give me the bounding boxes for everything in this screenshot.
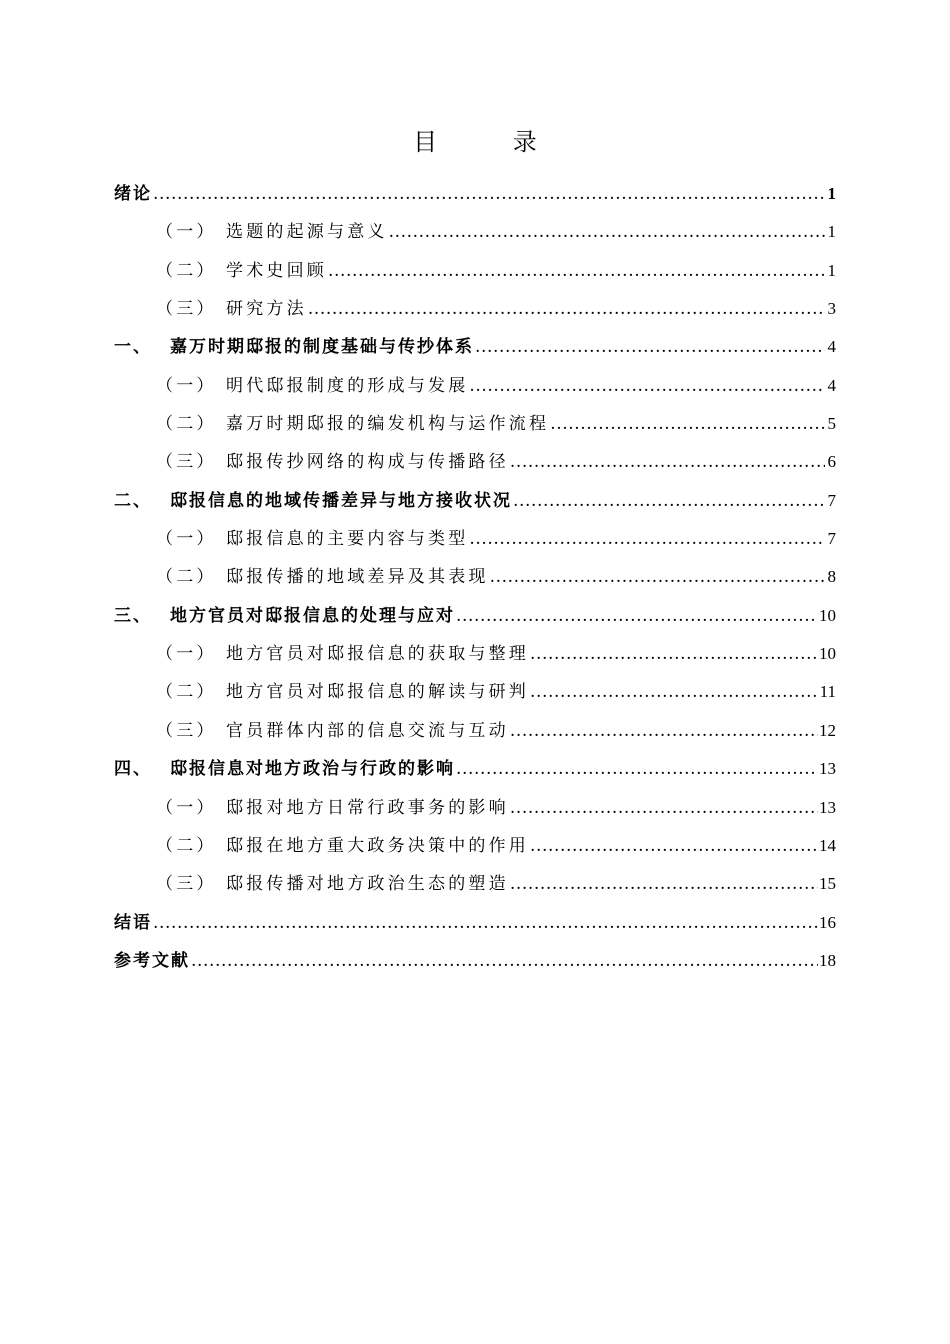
toc-dot-leader (153, 181, 825, 207)
toc-entry-number: （二） (156, 260, 217, 281)
toc-entry-number: （三） (156, 299, 217, 320)
toc-dot-leader (510, 795, 818, 821)
toc-section-entry[interactable] (114, 641, 836, 679)
toc-entry-page-number: 13 (819, 759, 836, 779)
toc-dot-leader (389, 219, 825, 245)
toc-entry-label: 邸报信息对地方政治与行政的影响 (170, 759, 455, 780)
toc-entry-page-number: 6 (827, 452, 836, 472)
toc-dot-leader (530, 833, 818, 859)
toc-entry-number: （二） (156, 414, 217, 435)
toc-entry-label: 绪论 (114, 184, 152, 204)
toc-dot-leader (530, 679, 819, 705)
toc-entry-label: 参考文献 (114, 950, 190, 971)
toc-section-entry[interactable] (114, 411, 836, 449)
toc-dot-leader (328, 258, 825, 284)
toc-section-entry[interactable] (114, 564, 836, 602)
toc-entry-number: （一） (156, 644, 217, 665)
toc-dot-leader (530, 641, 818, 667)
toc-entry-page-number: 16 (819, 912, 836, 932)
toc-entry-page-number: 15 (819, 874, 836, 894)
toc-section-entry[interactable] (114, 833, 836, 871)
table-of-contents (114, 181, 836, 986)
toc-entry-number: 四、 (114, 759, 152, 780)
toc-section-entry[interactable] (114, 296, 836, 334)
toc-entry-label: 研究方法 (226, 299, 307, 320)
toc-entry-number: （一） (156, 529, 217, 550)
toc-dot-leader (510, 871, 818, 897)
toc-dot-leader (550, 411, 825, 437)
toc-entry-number: （二） (156, 567, 217, 588)
toc-entry-page-number: 12 (819, 720, 836, 740)
toc-entry-label: 地方官员对邸报信息的获取与整理 (226, 644, 529, 665)
toc-entry-page-number: 7 (827, 529, 836, 549)
toc-chapter-entry[interactable] (114, 488, 836, 526)
toc-title: 目 录 (413, 128, 571, 156)
toc-dot-leader (469, 526, 825, 552)
toc-entry-page-number: 7 (827, 490, 836, 510)
toc-entry-label: 学术史回顾 (226, 260, 327, 281)
toc-entry-label: 邸报对地方日常行政事务的影响 (226, 797, 509, 818)
toc-entry-page-number: 13 (819, 797, 836, 817)
toc-entry-label: 嘉万时期邸报的编发机构与运作流程 (226, 414, 550, 435)
toc-entry-label: 地方官员对邸报信息的解读与研判 (226, 682, 529, 703)
toc-entry-page-number: 11 (819, 682, 836, 702)
toc-section-entry[interactable] (114, 871, 836, 909)
toc-dot-leader (510, 718, 818, 744)
toc-entry-label: 邸报传播的地域差异及其表现 (226, 567, 489, 588)
toc-entry-label: 邸报在地方重大政务决策中的作用 (226, 835, 529, 856)
toc-entry-label: 地方官员对邸报信息的处理与应对 (170, 605, 455, 626)
toc-entry-page-number: 4 (827, 337, 836, 357)
toc-dot-leader (456, 756, 818, 782)
toc-entry-number: （一） (156, 375, 217, 396)
toc-chapter-entry[interactable] (114, 181, 836, 219)
toc-dot-leader (490, 564, 825, 590)
toc-section-entry[interactable] (114, 219, 836, 257)
toc-dot-leader (510, 449, 825, 475)
toc-entry-label: 邸报信息的主要内容与类型 (226, 529, 469, 550)
toc-section-entry[interactable] (114, 449, 836, 487)
toc-dot-leader (513, 488, 825, 514)
toc-entry-page-number: 8 (827, 567, 836, 587)
toc-entry-page-number: 18 (819, 950, 836, 970)
toc-entry-page-number: 1 (827, 260, 836, 280)
toc-dot-leader (469, 373, 825, 399)
toc-entry-label: 结语 (114, 912, 152, 933)
toc-entry-page-number: 14 (819, 835, 836, 855)
toc-dot-leader (308, 296, 825, 322)
toc-dot-leader (191, 948, 818, 974)
toc-entry-number: 二、 (114, 490, 152, 511)
toc-entry-page-number: 3 (827, 299, 836, 319)
toc-entry-number: （三） (156, 874, 217, 895)
toc-entry-number: （一） (156, 797, 217, 818)
toc-entry-number: （三） (156, 720, 217, 741)
toc-entry-number: 三、 (114, 605, 152, 626)
toc-entry-number: （二） (156, 682, 217, 703)
toc-dot-leader (456, 603, 818, 629)
toc-entry-page-number: 10 (819, 605, 836, 625)
toc-entry-number: （三） (156, 452, 217, 473)
toc-entry-label: 明代邸报制度的形成与发展 (226, 375, 469, 396)
toc-chapter-entry[interactable] (114, 603, 836, 641)
toc-entry-page-number: 1 (827, 222, 836, 242)
toc-section-entry[interactable] (114, 795, 836, 833)
toc-dot-leader (475, 334, 825, 360)
toc-chapter-entry[interactable] (114, 910, 836, 948)
toc-entry-number: 一、 (114, 337, 152, 358)
toc-entry-label: 邸报传抄网络的构成与传播路径 (226, 452, 509, 473)
toc-chapter-entry[interactable] (114, 334, 836, 372)
toc-entry-page-number: 10 (819, 644, 836, 664)
toc-section-entry[interactable] (114, 526, 836, 564)
toc-entry-label: 选题的起源与意义 (226, 222, 388, 243)
toc-entry-number: （一） (156, 222, 217, 243)
toc-entry-page-number: 4 (827, 375, 836, 395)
toc-entry-label: 嘉万时期邸报的制度基础与传抄体系 (170, 337, 474, 358)
toc-entry-page-number: 5 (827, 414, 836, 434)
toc-entry-label: 官员群体内部的信息交流与互动 (226, 720, 509, 741)
toc-chapter-entry[interactable] (114, 948, 836, 986)
toc-entry-label: 邸报传播对地方政治生态的塑造 (226, 874, 509, 895)
toc-section-entry[interactable] (114, 718, 836, 756)
toc-dot-leader (153, 910, 818, 936)
toc-entry-page-number: 1 (827, 184, 836, 203)
toc-section-entry[interactable] (114, 373, 836, 411)
toc-section-entry[interactable] (114, 258, 836, 296)
toc-entry-label: 邸报信息的地域传播差异与地方接收状况 (170, 490, 512, 511)
toc-entry-number: （二） (156, 835, 217, 856)
toc-section-entry[interactable] (114, 679, 836, 717)
toc-chapter-entry[interactable] (114, 756, 836, 794)
